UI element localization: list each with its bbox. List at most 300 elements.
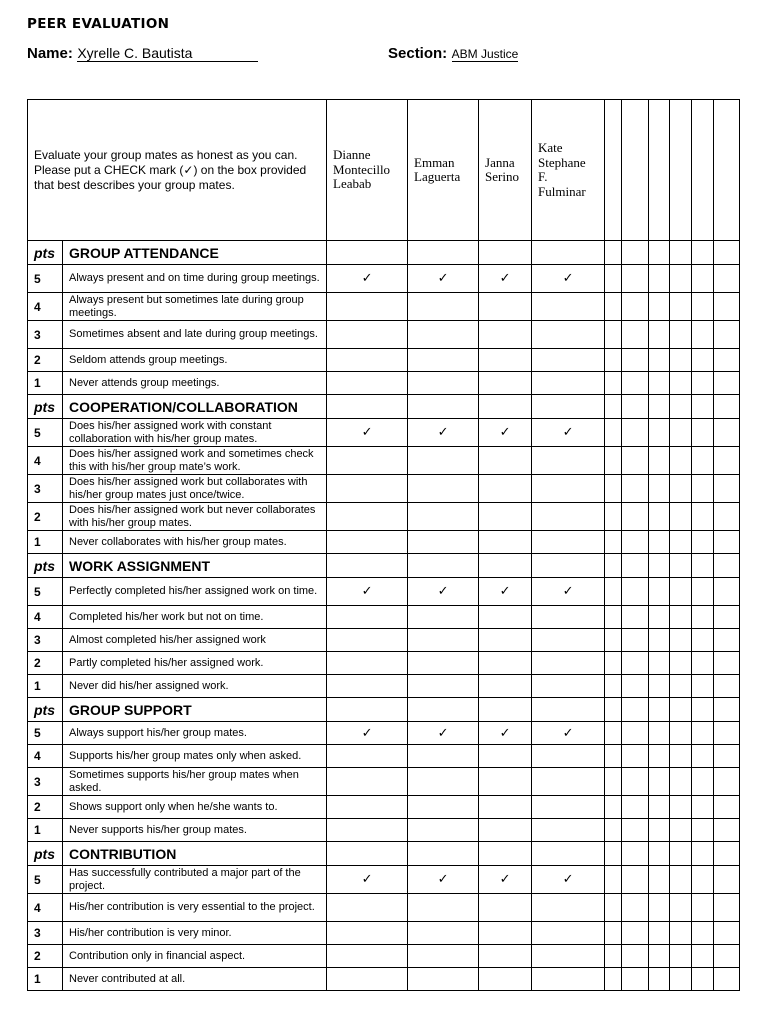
- score-cell: 5: [28, 722, 63, 745]
- score-cell: 1: [28, 531, 63, 554]
- check-cell[interactable]: [327, 531, 408, 554]
- criterion-row: [28, 531, 740, 554]
- section-line: [388, 45, 518, 63]
- check-cell[interactable]: [479, 372, 532, 395]
- criterion-text: His/her contribution is very minor.: [63, 922, 327, 945]
- criterion-text: Always support his/her group mates.: [63, 722, 327, 745]
- empty-cell: [605, 698, 622, 722]
- check-cell[interactable]: [532, 968, 605, 991]
- empty-cell: [622, 866, 649, 894]
- empty-cell: [622, 419, 649, 447]
- empty-cell: [692, 606, 714, 629]
- empty-cell: [692, 698, 714, 722]
- check-cell[interactable]: [532, 796, 605, 819]
- check-cell[interactable]: [532, 819, 605, 842]
- check-mark[interactable]: ✓: [532, 722, 605, 745]
- empty-cell: [327, 395, 408, 419]
- check-cell[interactable]: [479, 894, 532, 922]
- empty-cell: [622, 265, 649, 293]
- empty-cell: [670, 293, 692, 321]
- empty-cell: [327, 554, 408, 578]
- check-cell[interactable]: [408, 796, 479, 819]
- score-cell: 4: [28, 293, 63, 321]
- check-cell[interactable]: [327, 768, 408, 796]
- criterion-row: [28, 629, 740, 652]
- empty-cell: [408, 554, 479, 578]
- empty-cell: [670, 894, 692, 922]
- check-mark[interactable]: ✓: [479, 722, 532, 745]
- empty-cell: [605, 866, 622, 894]
- empty-cell: [649, 698, 670, 722]
- check-cell[interactable]: [532, 945, 605, 968]
- empty-cell: [605, 241, 622, 265]
- empty-cell: [714, 349, 740, 372]
- empty-cell: [692, 241, 714, 265]
- category-title: WORK ASSIGNMENT: [63, 554, 327, 578]
- check-cell[interactable]: [327, 293, 408, 321]
- empty-cell: [649, 866, 670, 894]
- empty-cell: [605, 894, 622, 922]
- check-cell[interactable]: [532, 349, 605, 372]
- criterion-text: Sometimes absent and late during group meetings.: [63, 321, 327, 349]
- check-cell[interactable]: [532, 503, 605, 531]
- name-line: [27, 45, 258, 63]
- empty-cell: [670, 922, 692, 945]
- empty-cell: [714, 922, 740, 945]
- check-cell[interactable]: [327, 745, 408, 768]
- empty-cell: [532, 698, 605, 722]
- check-cell[interactable]: [532, 293, 605, 321]
- empty-cell: [649, 796, 670, 819]
- check-cell[interactable]: [479, 321, 532, 349]
- check-cell[interactable]: [479, 675, 532, 698]
- empty-cell: [692, 722, 714, 745]
- category-title: GROUP SUPPORT: [63, 698, 327, 722]
- empty-cell: [670, 475, 692, 503]
- score-cell: 2: [28, 349, 63, 372]
- check-cell[interactable]: [408, 819, 479, 842]
- criterion-text: Perfectly completed his/her assigned work on time.: [63, 578, 327, 606]
- criterion-text: Has successfully contributed a major part of the project.: [63, 866, 327, 894]
- pts-label: pts: [28, 842, 63, 866]
- empty-cell: [622, 293, 649, 321]
- check-cell[interactable]: [327, 372, 408, 395]
- name-label: Name:: [27, 45, 73, 62]
- empty-cell: [714, 866, 740, 894]
- empty-cell: [408, 395, 479, 419]
- empty-cell: [692, 675, 714, 698]
- empty-cell: [622, 796, 649, 819]
- empty-cell: [327, 842, 408, 866]
- empty-cell: [670, 652, 692, 675]
- empty-cell: [622, 768, 649, 796]
- check-cell[interactable]: [479, 629, 532, 652]
- empty-cell: [605, 629, 622, 652]
- empty-cell: [649, 241, 670, 265]
- check-cell[interactable]: [479, 968, 532, 991]
- empty-cell: [649, 578, 670, 606]
- score-cell: 3: [28, 321, 63, 349]
- empty-cell: [670, 606, 692, 629]
- empty-cell: [649, 447, 670, 475]
- check-cell[interactable]: [479, 768, 532, 796]
- criterion-row: [28, 293, 740, 321]
- check-mark[interactable]: ✓: [408, 722, 479, 745]
- check-mark[interactable]: ✓: [532, 265, 605, 293]
- criterion-text: Never collaborates with his/her group mates.: [63, 531, 327, 554]
- empty-cell: [622, 968, 649, 991]
- check-cell[interactable]: [408, 945, 479, 968]
- empty-cell: [714, 372, 740, 395]
- empty-cell: [670, 578, 692, 606]
- criterion-row: [28, 372, 740, 395]
- criterion-text: Does his/her assigned work but collaborates with his/her group mates just once/twice.: [63, 475, 327, 503]
- empty-cell: [649, 652, 670, 675]
- check-cell[interactable]: [327, 503, 408, 531]
- empty-cell: [605, 945, 622, 968]
- category-row: [28, 698, 740, 722]
- check-cell[interactable]: [408, 629, 479, 652]
- check-mark[interactable]: ✓: [408, 578, 479, 606]
- empty-cell: [622, 447, 649, 475]
- check-cell[interactable]: [327, 629, 408, 652]
- check-cell[interactable]: [479, 531, 532, 554]
- empty-cell: [692, 842, 714, 866]
- check-mark[interactable]: ✓: [532, 419, 605, 447]
- check-cell[interactable]: [408, 768, 479, 796]
- check-cell[interactable]: [327, 796, 408, 819]
- empty-cell: [670, 796, 692, 819]
- check-cell[interactable]: [532, 606, 605, 629]
- criterion-text: Never did his/her assigned work.: [63, 675, 327, 698]
- score-cell: 2: [28, 796, 63, 819]
- check-cell[interactable]: [327, 475, 408, 503]
- empty-cell: [605, 842, 622, 866]
- empty-cell: [714, 768, 740, 796]
- empty-cell: [605, 606, 622, 629]
- empty-cell: [649, 675, 670, 698]
- empty-cell: [649, 293, 670, 321]
- empty-cell: [479, 395, 532, 419]
- check-cell[interactable]: [479, 652, 532, 675]
- criterion-row: [28, 866, 740, 894]
- score-cell: 4: [28, 606, 63, 629]
- empty-cell: [670, 372, 692, 395]
- criterion-row: [28, 349, 740, 372]
- check-cell[interactable]: [327, 447, 408, 475]
- empty-cell: [714, 722, 740, 745]
- check-cell[interactable]: [532, 768, 605, 796]
- check-cell[interactable]: [408, 503, 479, 531]
- peer-name-2: Emman Laguerta: [408, 100, 479, 241]
- empty-cell: [714, 447, 740, 475]
- empty-cell: [605, 372, 622, 395]
- empty-cell: [692, 578, 714, 606]
- check-mark[interactable]: ✓: [327, 265, 408, 293]
- check-mark[interactable]: ✓: [327, 866, 408, 894]
- empty-cell: [714, 265, 740, 293]
- empty-cell: [605, 745, 622, 768]
- empty-cell: [605, 293, 622, 321]
- check-cell[interactable]: [408, 652, 479, 675]
- check-cell[interactable]: [532, 745, 605, 768]
- empty-cell: [649, 349, 670, 372]
- check-cell[interactable]: [327, 652, 408, 675]
- empty-cell: [649, 265, 670, 293]
- check-mark[interactable]: ✓: [408, 419, 479, 447]
- empty-cell: [622, 349, 649, 372]
- pts-label: pts: [28, 395, 63, 419]
- empty-cell: [714, 293, 740, 321]
- criterion-text: Contribution only in financial aspect.: [63, 945, 327, 968]
- check-cell[interactable]: [479, 796, 532, 819]
- empty-cell: [670, 321, 692, 349]
- check-cell[interactable]: [532, 447, 605, 475]
- score-cell: 1: [28, 968, 63, 991]
- pts-label: pts: [28, 698, 63, 722]
- criterion-row: [28, 652, 740, 675]
- check-cell[interactable]: [327, 606, 408, 629]
- criterion-row: [28, 796, 740, 819]
- empty-cell: [670, 531, 692, 554]
- empty-cell: [692, 629, 714, 652]
- criterion-text: Shows support only when he/she wants to.: [63, 796, 327, 819]
- criterion-text: Almost completed his/her assigned work: [63, 629, 327, 652]
- criterion-text: Always present and on time during group meetings.: [63, 265, 327, 293]
- empty-cell: [649, 968, 670, 991]
- pts-label: pts: [28, 554, 63, 578]
- category-title: COOPERATION/COLLABORATION: [63, 395, 327, 419]
- check-cell[interactable]: [532, 372, 605, 395]
- empty-cell: [605, 419, 622, 447]
- header-row: [28, 100, 740, 241]
- check-mark[interactable]: ✓: [408, 866, 479, 894]
- check-cell[interactable]: [408, 922, 479, 945]
- check-cell[interactable]: [408, 321, 479, 349]
- empty-cell: [622, 531, 649, 554]
- criterion-row: [28, 945, 740, 968]
- empty-cell: [692, 922, 714, 945]
- empty-cell: [622, 894, 649, 922]
- score-cell: 2: [28, 503, 63, 531]
- peer-name-1: Dianne Montecillo Leabab: [327, 100, 408, 241]
- empty-cell: [605, 503, 622, 531]
- criterion-text: Never attends group meetings.: [63, 372, 327, 395]
- empty-cell: [649, 321, 670, 349]
- check-cell[interactable]: [532, 675, 605, 698]
- check-mark[interactable]: ✓: [479, 866, 532, 894]
- empty-cell: [622, 395, 649, 419]
- check-cell[interactable]: [408, 675, 479, 698]
- check-cell[interactable]: [408, 968, 479, 991]
- check-cell[interactable]: [327, 945, 408, 968]
- empty-cell: [649, 372, 670, 395]
- empty-cell: [622, 722, 649, 745]
- empty-cell: [714, 968, 740, 991]
- empty-cell: [670, 395, 692, 419]
- empty-cell: [670, 768, 692, 796]
- empty-cell: [714, 629, 740, 652]
- check-cell[interactable]: [408, 447, 479, 475]
- empty-cell: [622, 745, 649, 768]
- empty-cell: [605, 675, 622, 698]
- empty-cell: [670, 745, 692, 768]
- criterion-row: [28, 419, 740, 447]
- check-mark[interactable]: ✓: [408, 265, 479, 293]
- check-mark[interactable]: ✓: [532, 866, 605, 894]
- check-cell[interactable]: [479, 606, 532, 629]
- empty-cell: [714, 675, 740, 698]
- empty-cell: [692, 796, 714, 819]
- empty-cell: [649, 475, 670, 503]
- check-cell[interactable]: [327, 321, 408, 349]
- empty-cell: [692, 819, 714, 842]
- empty-cell: [605, 395, 622, 419]
- empty-cell: [714, 698, 740, 722]
- check-cell[interactable]: [532, 531, 605, 554]
- empty-cell: [714, 894, 740, 922]
- criterion-text: Does his/her assigned work and sometimes check this with his/her group mate’s work.: [63, 447, 327, 475]
- check-cell[interactable]: [479, 922, 532, 945]
- empty-cell: [670, 447, 692, 475]
- empty-cell: [605, 922, 622, 945]
- criterion-row: [28, 578, 740, 606]
- check-cell[interactable]: [408, 349, 479, 372]
- check-cell[interactable]: [532, 894, 605, 922]
- empty-cell: [622, 842, 649, 866]
- empty-cell: [605, 796, 622, 819]
- empty-cell: [649, 922, 670, 945]
- empty-cell: [714, 419, 740, 447]
- empty-cell: [408, 241, 479, 265]
- check-cell[interactable]: [408, 531, 479, 554]
- empty-cell: [714, 503, 740, 531]
- check-cell[interactable]: [479, 819, 532, 842]
- empty-cell: [605, 578, 622, 606]
- criterion-row: [28, 745, 740, 768]
- empty-cell: [649, 531, 670, 554]
- check-mark[interactable]: ✓: [327, 578, 408, 606]
- check-cell[interactable]: [408, 894, 479, 922]
- criterion-text: Partly completed his/her assigned work.: [63, 652, 327, 675]
- empty-cell: [670, 722, 692, 745]
- empty-cell: [649, 745, 670, 768]
- empty-cell: [649, 722, 670, 745]
- criterion-text: Sometimes supports his/her group mates when asked.: [63, 768, 327, 796]
- check-cell[interactable]: [327, 819, 408, 842]
- check-cell[interactable]: [327, 349, 408, 372]
- empty-cell: [479, 241, 532, 265]
- check-mark[interactable]: ✓: [479, 265, 532, 293]
- criterion-row: [28, 819, 740, 842]
- check-cell[interactable]: [479, 447, 532, 475]
- empty-cell: [692, 372, 714, 395]
- check-cell[interactable]: [327, 894, 408, 922]
- peer-name-3: Janna Serino: [479, 100, 532, 241]
- check-cell[interactable]: [408, 745, 479, 768]
- check-cell[interactable]: [479, 349, 532, 372]
- pts-label: pts: [28, 241, 63, 265]
- empty-cell: [649, 395, 670, 419]
- instructions-cell: Evaluate your group mates as honest as you can. Please put a CHECK mark (✓) on the box provided that best describes your group mates.: [28, 100, 327, 241]
- empty-cell: [649, 894, 670, 922]
- check-cell[interactable]: [532, 922, 605, 945]
- check-cell[interactable]: [408, 293, 479, 321]
- empty-cell: [622, 475, 649, 503]
- empty-cell: [408, 698, 479, 722]
- check-mark[interactable]: ✓: [327, 419, 408, 447]
- score-cell: 3: [28, 922, 63, 945]
- empty-header-cell: [649, 100, 670, 241]
- empty-cell: [670, 629, 692, 652]
- check-mark[interactable]: ✓: [532, 578, 605, 606]
- empty-cell: [532, 241, 605, 265]
- check-mark[interactable]: ✓: [479, 419, 532, 447]
- check-cell[interactable]: [532, 321, 605, 349]
- check-cell[interactable]: [532, 652, 605, 675]
- empty-cell: [622, 652, 649, 675]
- check-mark[interactable]: ✓: [479, 578, 532, 606]
- check-cell[interactable]: [327, 968, 408, 991]
- empty-cell: [692, 395, 714, 419]
- empty-cell: [479, 842, 532, 866]
- category-row: [28, 554, 740, 578]
- check-cell[interactable]: [408, 606, 479, 629]
- criterion-row: [28, 503, 740, 531]
- check-cell[interactable]: [532, 629, 605, 652]
- empty-cell: [670, 419, 692, 447]
- empty-cell: [714, 395, 740, 419]
- empty-cell: [649, 819, 670, 842]
- check-cell[interactable]: [479, 475, 532, 503]
- empty-header-cell: [714, 100, 740, 241]
- empty-cell: [670, 349, 692, 372]
- empty-cell: [622, 819, 649, 842]
- check-cell[interactable]: [532, 475, 605, 503]
- empty-cell: [714, 475, 740, 503]
- check-mark[interactable]: ✓: [327, 722, 408, 745]
- empty-cell: [605, 722, 622, 745]
- empty-cell: [714, 606, 740, 629]
- check-cell[interactable]: [479, 503, 532, 531]
- check-cell[interactable]: [479, 745, 532, 768]
- empty-cell: [692, 419, 714, 447]
- criterion-text: Does his/her assigned work with constant collaboration with his/her group mates.: [63, 419, 327, 447]
- category-title: CONTRIBUTION: [63, 842, 327, 866]
- check-cell[interactable]: [327, 675, 408, 698]
- check-cell[interactable]: [479, 945, 532, 968]
- empty-cell: [622, 321, 649, 349]
- empty-header-cell: [692, 100, 714, 241]
- check-cell[interactable]: [408, 372, 479, 395]
- empty-header-cell: [605, 100, 622, 241]
- check-cell[interactable]: [408, 475, 479, 503]
- empty-cell: [622, 922, 649, 945]
- empty-cell: [622, 606, 649, 629]
- score-cell: 3: [28, 768, 63, 796]
- check-cell[interactable]: [327, 922, 408, 945]
- empty-cell: [692, 349, 714, 372]
- category-title: GROUP ATTENDANCE: [63, 241, 327, 265]
- check-cell[interactable]: [479, 293, 532, 321]
- empty-cell: [714, 819, 740, 842]
- empty-cell: [622, 578, 649, 606]
- empty-cell: [670, 866, 692, 894]
- criterion-text: Never supports his/her group mates.: [63, 819, 327, 842]
- empty-cell: [605, 475, 622, 503]
- empty-cell: [692, 447, 714, 475]
- empty-cell: [692, 866, 714, 894]
